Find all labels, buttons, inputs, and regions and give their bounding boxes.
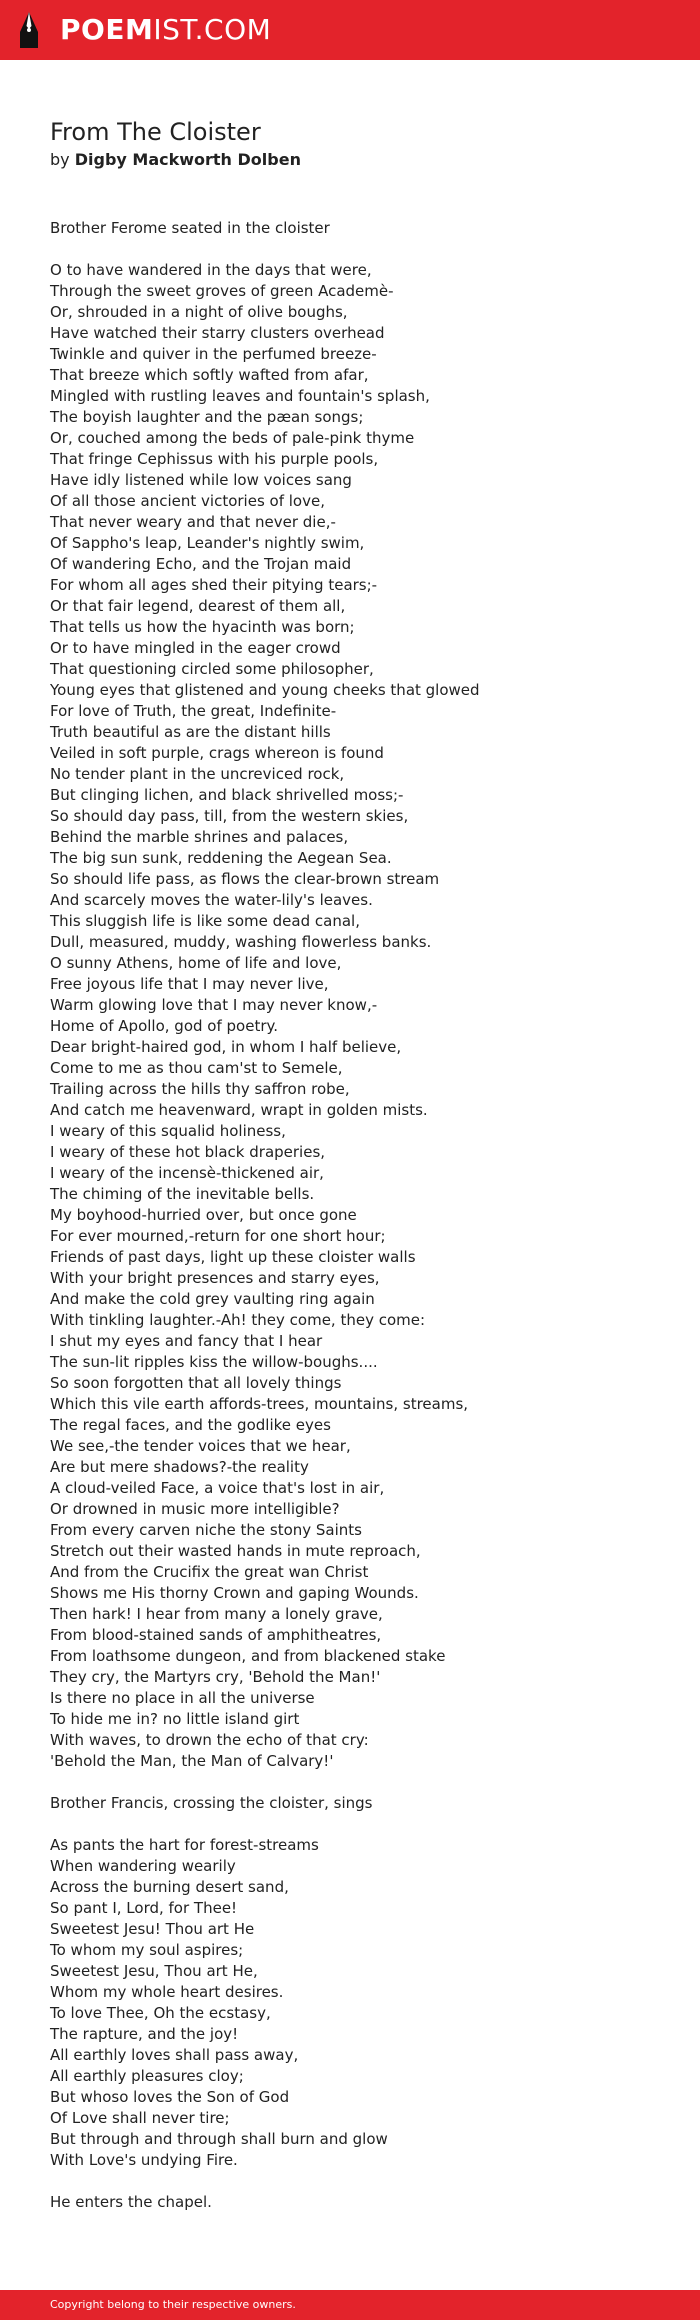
poem-line: I weary of the incensè-thickened air, (50, 1164, 324, 1182)
poem-line: The boyish laughter and the pæan songs; (50, 408, 364, 426)
site-footer (0, 2290, 700, 2320)
poem-line: So should life pass, as flows the clear-brown stream (50, 870, 440, 888)
poem-line: And catch me heavenward, wrapt in golden mists. (50, 1101, 428, 1119)
poem-line: O to have wandered in the days that were, (50, 261, 372, 279)
copyright-text: Copyright belong to their respective owners. (50, 2298, 296, 2311)
poem-line: Dear bright-haired god, in whom I half believe, (50, 1038, 402, 1056)
poem-line: The big sun sunk, reddening the Aegean Sea. (50, 849, 392, 867)
poem-line: Come to me as thou cam'st to Semele, (50, 1059, 343, 1077)
poem-line: Or, couched among the beds of pale-pink thyme (50, 429, 415, 447)
stanza-gap (50, 1814, 670, 1835)
poem-line: With Love's undying Fire. (50, 2151, 238, 2169)
poem-line: Free joyous life that I may never live, (50, 975, 329, 993)
poem-line: The rapture, and the joy! (50, 2025, 239, 2043)
poem-line: Then hark! I hear from many a lonely grave, (50, 1605, 383, 1623)
poem-line: I shut my eyes and fancy that I hear (50, 1332, 323, 1350)
poem-line: Warm glowing love that I may never know,- (50, 996, 378, 1014)
poem-line: But whoso loves the Son of God (50, 2088, 290, 2106)
poem-line: Or to have mingled in the eager crowd (50, 639, 341, 657)
poem-line: When wandering wearily (50, 1857, 236, 1875)
poem-line: I weary of these hot black draperies, (50, 1143, 326, 1161)
poem-line: With waves, to drown the echo of that cry: (50, 1731, 369, 1749)
poem-line: My boyhood-hurried over, but once gone (50, 1206, 357, 1224)
poem-line: So pant I, Lord, for Thee! (50, 1899, 238, 1917)
poem-line: No tender plant in the uncreviced rock, (50, 765, 345, 783)
poem-line: Of Sappho's leap, Leander's nightly swim, (50, 534, 365, 552)
poem-line: He enters the chapel. (50, 2193, 212, 2211)
by-label: by (50, 150, 70, 169)
poem-line: Veiled in soft purple, crags whereon is found (50, 744, 384, 762)
poem-line: Are but mere shadows?-the reality (50, 1458, 309, 1476)
poem-line: That breeze which softly wafted from afar, (50, 366, 369, 384)
poem-line: Twinkle and quiver in the perfumed breeze- (50, 345, 377, 363)
site-logo[interactable] (18, 10, 271, 50)
poem-line: Brother Ferome seated in the cloister (50, 219, 330, 237)
poem-header (50, 117, 301, 171)
poem-line: But clinging lichen, and black shrivelled moss;- (50, 786, 404, 804)
poem-body (50, 218, 670, 2213)
poem-line: Sweetest Jesu! Thou art He (50, 1920, 255, 1938)
poem-line: Which this vile earth affords-trees, mountains, streams, (50, 1395, 469, 1413)
poem-line: Of Love shall never tire; (50, 2109, 230, 2127)
poem-line: The regal faces, and the godlike eyes (50, 1416, 331, 1434)
poem-line: Or that fair legend, dearest of them all, (50, 597, 346, 615)
poem-line: To love Thee, Oh the ecstasy, (50, 2004, 271, 2022)
poem-line: That questioning circled some philosopher, (50, 660, 374, 678)
poem-line: But through and through shall burn and glow (50, 2130, 388, 2148)
poem-line: From every carven niche the stony Saints (50, 1521, 362, 1539)
byline (50, 149, 301, 171)
poem-line: Mingled with rustling leaves and fountain's splash, (50, 387, 430, 405)
poem-line: Of wandering Echo, and the Trojan maid (50, 555, 352, 573)
poem-line: Across the burning desert sand, (50, 1878, 289, 1896)
poem-line: I weary of this squalid holiness, (50, 1122, 286, 1140)
poem-line: Dull, measured, muddy, washing flowerless banks. (50, 933, 432, 951)
poem-line: Friends of past days, light up these cloister walls (50, 1248, 416, 1266)
pen-nib-icon (18, 10, 40, 50)
poem-line: Or, shrouded in a night of olive boughs, (50, 303, 348, 321)
poem-line: That never weary and that never die,- (50, 513, 336, 531)
poem-line: Stretch out their wasted hands in mute reproach, (50, 1542, 421, 1560)
poem-line: Whom my whole heart desires. (50, 1983, 284, 2001)
logo-wordmark: POEMIST.COM (60, 13, 272, 46)
poem-line: Through the sweet groves of green Academè- (50, 282, 394, 300)
poem-title: From The Cloister (50, 118, 261, 146)
poem-line: For ever mourned,-return for one short hour; (50, 1227, 386, 1245)
poem-line: All earthly pleasures cloy; (50, 2067, 244, 2085)
poem-line: So should day pass, till, from the western skies, (50, 807, 409, 825)
poem-line: This sluggish life is like some dead canal, (50, 912, 360, 930)
site-header (0, 0, 700, 60)
poem-line: And make the cold grey vaulting ring again (50, 1290, 375, 1308)
poem-line: Truth beautiful as are the distant hills (50, 723, 331, 741)
poem-line: Of all those ancient victories of love, (50, 492, 325, 510)
poem-line: As pants the hart for forest-streams (50, 1836, 319, 1854)
poem-line: And scarcely moves the water-lily's leaves. (50, 891, 373, 909)
poem-line: Home of Apollo, god of poetry. (50, 1017, 278, 1035)
poem-line: With your bright presences and starry eyes, (50, 1269, 380, 1287)
poem-line: For love of Truth, the great, Indefinite- (50, 702, 337, 720)
poem-line: From loathsome dungeon, and from blackened stake (50, 1647, 446, 1665)
poem-line: A cloud-veiled Face, a voice that's lost in air, (50, 1479, 385, 1497)
poem-line: Behind the marble shrines and palaces, (50, 828, 349, 846)
poem-line: 'Behold the Man, the Man of Calvary!' (50, 1752, 334, 1770)
poem-line: O sunny Athens, home of life and love, (50, 954, 342, 972)
stanza-gap (50, 1772, 670, 1793)
poem-line: Brother Francis, crossing the cloister, sings (50, 1794, 373, 1812)
poem-line: All earthly loves shall pass away, (50, 2046, 299, 2064)
poem-line: With tinkling laughter.-Ah! they come, they come: (50, 1311, 426, 1329)
poem-line: So soon forgotten that all lovely things (50, 1374, 342, 1392)
stanza-gap (50, 2171, 670, 2192)
poem-line: Young eyes that glistened and young cheeks that glowed (50, 681, 480, 699)
poem-line: That tells us how the hyacinth was born; (50, 618, 355, 636)
poem-line: To hide me in? no little island girt (50, 1710, 300, 1728)
stanza-gap (50, 239, 670, 260)
poem-line: We see,-the tender voices that we hear, (50, 1437, 351, 1455)
poem-line: Shows me His thorny Crown and gaping Wounds. (50, 1584, 419, 1602)
poem-line: Trailing across the hills thy saffron robe, (50, 1080, 350, 1098)
poem-line: Sweetest Jesu, Thou art He, (50, 1962, 258, 1980)
poem-line: They cry, the Martyrs cry, 'Behold the Man!' (50, 1668, 381, 1686)
poem-line: To whom my soul aspires; (50, 1941, 244, 1959)
poem-line: Have idly listened while low voices sang (50, 471, 352, 489)
poem-line: Have watched their starry clusters overhead (50, 324, 385, 342)
poem-line: Or drowned in music more intelligible? (50, 1500, 340, 1518)
poem-line: The sun-lit ripples kiss the willow-boughs.... (50, 1353, 378, 1371)
poem-line: From blood-stained sands of amphitheatres, (50, 1626, 382, 1644)
poem-line: The chiming of the inevitable bells. (50, 1185, 315, 1203)
author-link[interactable]: Digby Mackworth Dolben (74, 150, 301, 169)
poem-line: And from the Crucifix the great wan Christ (50, 1563, 369, 1581)
poem-line: Is there no place in all the universe (50, 1689, 315, 1707)
poem-line: For whom all ages shed their pitying tears;- (50, 576, 378, 594)
poem-line: That fringe Cephissus with his purple pools, (50, 450, 379, 468)
